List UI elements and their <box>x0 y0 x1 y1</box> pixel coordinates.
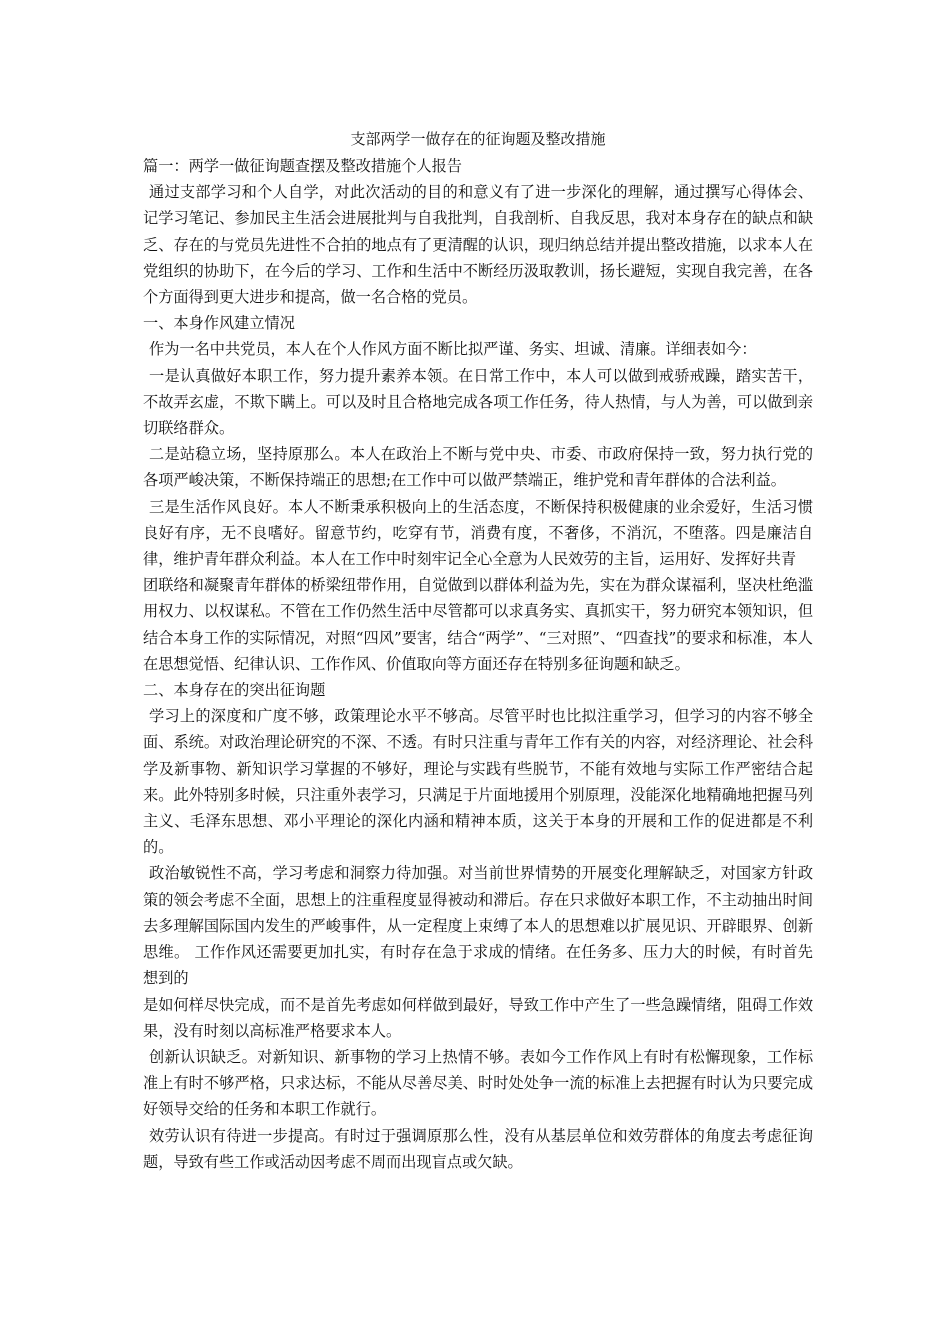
section-heading: 一、本身作风建立情况 <box>143 314 295 333</box>
document-body <box>143 128 813 1175</box>
document-title: 支部两学一做存在的征询题及整改措施 <box>350 130 606 148</box>
paragraph: 二是站稳立场，坚持原那么。本人在政治上不断与党中央、市委、市政府保持一致，努力执行党的各项严峻决策，不断保持端正的思想;在工作中可以做严禁端正，维护党和青年群体的合法利益。 <box>143 445 813 490</box>
section-heading: 篇一：两学一做征询题查摆及整改措施个人报告 <box>143 157 462 175</box>
paragraph: 是如何样尽快完成，而不是首先考虑如何样做到最好，导致工作中产生了一些急躁情绪，阻碍工作效果，没有时刻以高标准严格要求本人。 <box>143 995 813 1040</box>
paragraph: 团联络和凝聚青年群体的桥梁纽带作用，自觉做到以群体利益为先，实在为群众谋福利，坚决杜绝滥用权力、以权谋私。不管在工作仍然生活中尽管都可以求真务实、真抓实干，努力研究本领知识，但结合本身工作的实际情况，对照“四风”要害，结合“两学”、“三对照”、“四查找”的要求和标准，本人在思想觉悟、纪律认识、工作作风、价值取向等方面还存在特别多征询题和缺乏。 <box>143 576 813 673</box>
section-heading: 二、本身存在的突出征询题 <box>143 681 326 700</box>
paragraph: 学习上的深度和广度不够，政策理论水平不够高。尽管平时也比拟注重学习，但学习的内容不够全面、系统。对政治理论研究的不深、不透。有时只注重与青年工作有关的内容，对经济理论、社会科学及新事物、新知识学习掌握的不够好，理论与实践有些脱节，不能有效地与实际工作严密结合起来。此外特别多时候，只注重外表学习，只满足于片面地援用个别原理，没能深化地精确地把握马列主义、毛泽东思想、邓小平理论的深化内涵和精神本质，这关于本身的开展和工作的促进都是不利的。 <box>143 707 813 857</box>
paragraph: 通过支部学习和个人自学，对此次活动的目的和意义有了进一步深化的理解，通过撰写心得体会、记学习笔记、参加民主生活会进展批判与自我批判，自我剖析、自我反思，我对本身存在的缺点和缺乏、存在的与党员先进性不合拍的地点有了更清醒的认识，现归纳总结并提出整改措施，以求本人在党组织的协助下，在今后的学习、工作和生活中不断经历汲取教训，扬长避短，实现自我完善，在各个方面得到更大进步和提高，做一名合格的党员。 <box>143 183 813 307</box>
paragraph: 作为一名中共党员，本人在个人作风方面不断比拟严谨、务实、坦诚、清廉。详细表如今： <box>149 340 757 359</box>
paragraph: 政治敏锐性不高，学习考虑和洞察力待加强。对当前世界情势的开展变化理解缺乏，对国家方针政策的领会考虑不全面，思想上的注重程度显得被动和滞后。存在只求做好本职工作，不主动抽出时间去多理解国际国内发生的严峻事件，从一定程度上束缚了本人的思想难以扩展见识、开辟眼界、创新思维。 工作作风还需要更加扎实，有时存在急于求成的情绪。在任务多、压力大的时候，有时首先想到的 <box>143 864 813 988</box>
paragraph: 创新认识缺乏。对新知识、新事物的学习上热情不够。表如今工作作风上有时有松懈现象，工作标准上有时不够严格，只求达标，不能从尽善尽美、时时处处争一流的标准上去把握有时认为只要完成好领导交给的任务和本职工作就行。 <box>143 1047 813 1119</box>
paragraph: 三是生活作风良好。本人不断秉承积极向上的生活态度，不断保持积极健康的业余爱好，生活习惯良好有序，无不良嗜好。留意节约，吃穿有节，消费有度，不奢侈，不消沉，不堕落。四是廉洁自律，维护青年群众利益。本人在工作中时刻牢记全心全意为人民效劳的主旨，运用好、发挥好共青 <box>143 497 813 569</box>
paragraph: 效劳认识有待进一步提高。有时过于强调原那么性，没有从基层单位和效劳群体的角度去考虑征询题，导致有些工作或活动因考虑不周而出现盲点或欠缺。 <box>143 1126 813 1171</box>
paragraph: 一是认真做好本职工作，努力提升素养本领。在日常工作中，本人可以做到戒骄戒躁，踏实苦干，不故弄玄虚，不欺下瞒上。可以及时且合格地完成各项工作任务，待人热情，与人为善，可以做到亲切联络群众。 <box>143 366 813 438</box>
